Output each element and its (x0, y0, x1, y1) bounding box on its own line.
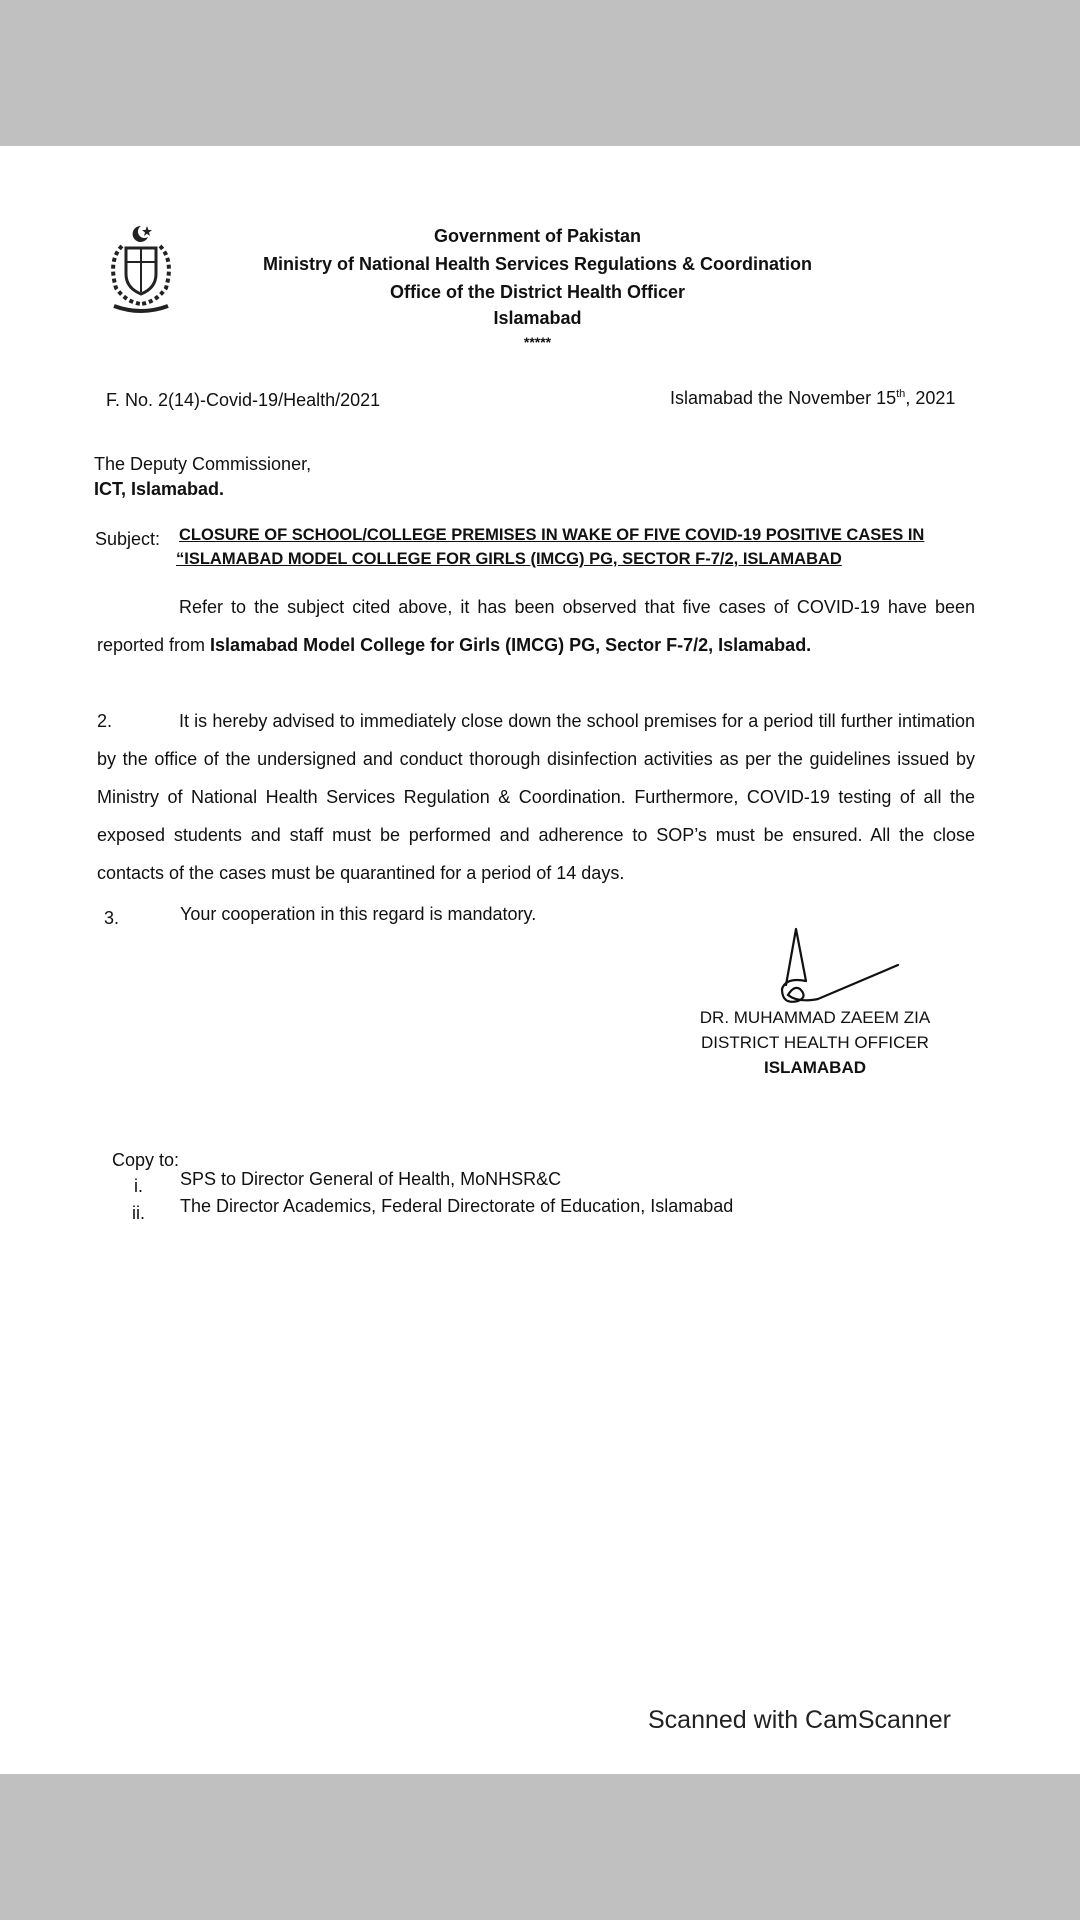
date-superscript: th (896, 388, 906, 400)
file-number: F. No. 2(14)-Covid-19/Health/2021 (106, 390, 381, 410)
addressee-line2: ICT, Islamabad. (94, 479, 225, 499)
paragraph-1-text: Refer to the subject cited above, it has been observed that five cases of COVID-19 have been reported from (97, 597, 975, 655)
date-year: , 2021 (905, 388, 956, 408)
subject-label: Subject: (95, 529, 161, 549)
copy-item-1-text: SPS to Director General of Health, MoNHSR&C (180, 1169, 562, 1189)
paragraph-2-text: It is hereby advised to immediately close down the school premises for a period till further intimation by the office of the undersigned and conduct thorough disinfection activities as per the guidelines issued by Ministry of National Health Services Regulation & Coordination. Furthermore, COVID-19 testing of all the exposed students and staff must be performed and adherence to SOP’s must be ensured. All the close contacts of the cases must be quarantined for a period of 14 days. (97, 711, 975, 883)
paragraph-1-college: Islamabad Model College for Girls (IMCG) PG, Sector F-7/2, Islamabad. (210, 635, 812, 655)
paragraph-3-number: 3. (104, 908, 120, 928)
signatory-name: DR. MUHAMMAD ZAEEM ZIA (699, 1008, 931, 1027)
copy-item-1-number: i. (134, 1176, 143, 1196)
copy-item-2-text: The Director Academics, Federal Directorate of Education, Islamabad (180, 1196, 734, 1216)
date-main: Islamabad the November 15 (670, 388, 897, 408)
header-stars: ***** (523, 334, 552, 350)
paragraph-1 (97, 588, 975, 664)
header-city: Islamabad (493, 308, 582, 328)
paragraph-2-number: 2. (97, 711, 113, 731)
signature (768, 919, 908, 1019)
header-government: Government of Pakistan (433, 226, 642, 246)
signatory-place: ISLAMABAD (764, 1058, 866, 1077)
signatory-title: DISTRICT HEALTH OFFICER (701, 1033, 929, 1052)
subject-line1: CLOSURE OF SCHOOL/COLLEGE PREMISES IN WAKE OF FIVE COVID-19 POSITIVE CASES IN (179, 526, 925, 544)
header-office: Office of the District Health Officer (389, 282, 686, 302)
paragraph-2 (97, 702, 975, 892)
paragraph-3-text: Your cooperation in this regard is mandatory. (180, 904, 537, 924)
letter-date (670, 388, 955, 409)
header-ministry: Ministry of National Health Services Regulations & Coordination (262, 254, 813, 274)
copy-item-2-number: ii. (132, 1203, 145, 1223)
subject-line2: “ISLAMABAD MODEL COLLEGE FOR GIRLS (IMCG) PG, SECTOR F-7/2, ISLAMABAD (176, 550, 842, 568)
copy-to-label: Copy to: (112, 1150, 180, 1170)
document-page (0, 146, 1080, 1774)
addressee-line1: The Deputy Commissioner, (94, 454, 312, 474)
camscanner-watermark: Scanned with CamScanner (648, 1706, 951, 1734)
